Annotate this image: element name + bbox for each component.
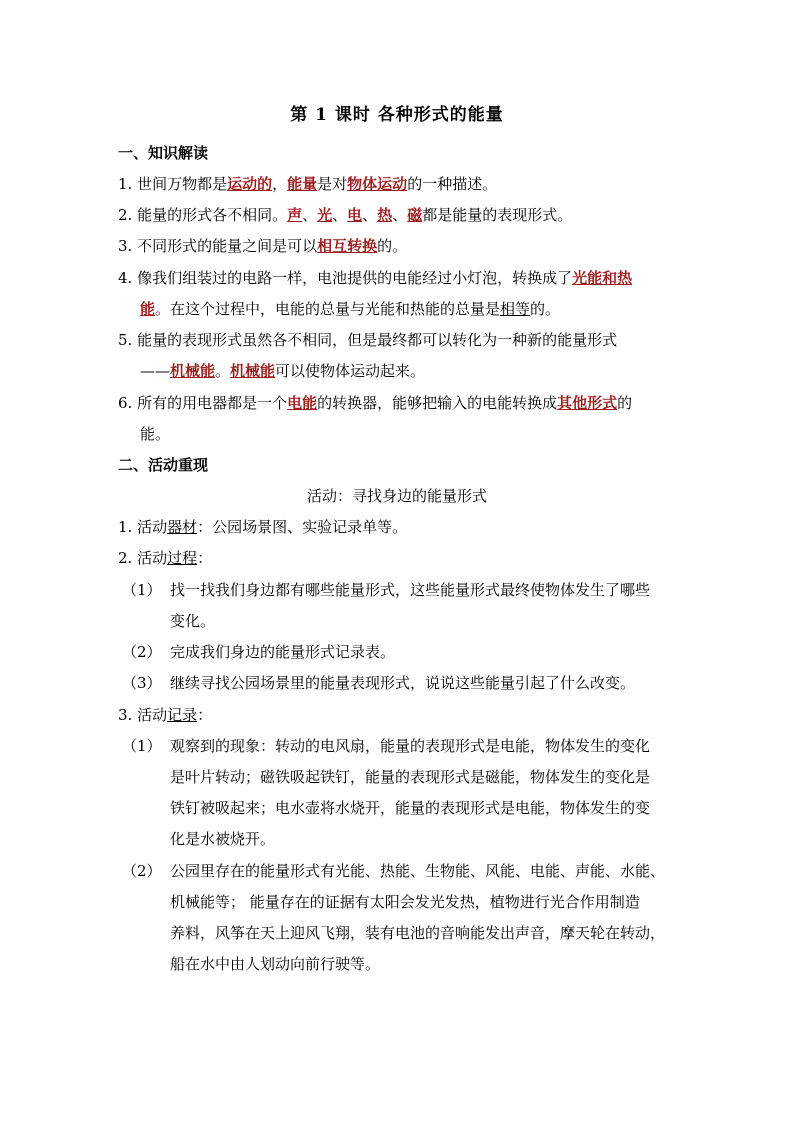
step-text: 继续寻找公园场景里的能量表现形式，说说这些能量引起了什么改变。 [170,674,636,692]
section-heading-activity: 二、活动重现 [118,456,209,474]
keyword: 相互转换 [317,237,378,255]
activity-item-1: 1. 活动器材：公园场景图、实验记录单等。 [118,518,408,536]
knowledge-item-6: 6. 所有的用电器都是一个电能的转换器，能够把输入的电能转换成其他形式的 [118,394,633,412]
page-title: 第 1 课时 各种形式的能量 [290,105,504,125]
record-text: 船在水中由人划动向前行驶等。 [170,955,381,973]
record-text: 公园里存在的能量形式有光能、热能、生物能、风能、电能、声能、水能、 [170,862,666,880]
record-text: 观察到的现象：转动的电风扇，能量的表现形式是电能，物体发生的变化 [170,737,651,755]
keyword: 能 [140,300,156,318]
keyword: 电 [347,206,363,224]
activity-title: 活动：寻找身边的能量形式 [306,487,487,505]
record-number: （2） [122,862,162,880]
record-text: 是叶片转动；磁铁吸起铁钉，能量的表现形式是磁能，物体发生的变化是 [170,768,651,786]
keyword: 相等 [500,300,531,318]
keyword: 光能和热 [572,269,633,287]
keyword: 其他形式 [557,394,618,412]
keyword: 能量 [287,175,318,193]
knowledge-item-6-cont: 能。 [140,425,171,443]
knowledge-item-5-cont: ——机械能。机械能可以使物体运动起来。 [140,362,426,380]
knowledge-item-1: 1. 世间万物都是运动的，能量是对物体运动的一种描述。 [118,175,498,193]
step-number: （2） [122,643,162,661]
knowledge-item-3: 3. 不同形式的能量之间是可以相互转换的。 [118,237,408,255]
keyword: 磁 [407,206,423,224]
step-text: 找一找我们身边都有哪些能量形式，这些能量形式最终使物体发生了哪些 [170,581,651,599]
keyword: 物体运动 [347,175,408,193]
record-text: 机械能等； 能量存在的证据有太阳会发光发热，植物进行光合作用制造 [170,893,640,911]
record-number: （1） [122,737,162,755]
keyword: 运动的 [227,175,273,193]
step-number: （1） [122,581,162,599]
keyword: 光 [317,206,333,224]
knowledge-item-5: 5. 能量的表现形式虽然各不相同，但是最终都可以转化为一种新的能量形式 [118,331,618,349]
keyword: 热 [377,206,393,224]
record-text: 铁钉被吸起来；电水壶将水烧开，能量的表现形式是电能，物体发生的变 [170,799,651,817]
keyword: 机械能 [170,362,216,380]
step-number: （3） [122,674,162,692]
step-text: 变化。 [170,612,216,630]
knowledge-item-4: 4. 像我们组装过的电路一样，电池提供的电能经过小灯泡，转换成了光能和热 [118,269,633,287]
activity-item-3: 3. 活动记录： [118,706,213,724]
knowledge-item-2: 2. 能量的形式各不相同。声、光、电、热、磁都是能量的表现形式。 [118,206,573,224]
knowledge-item-4-cont: 能。在这个过程中，电能的总量与光能和热能的总量是相等的。 [140,300,561,318]
record-text: 养料，风筝在天上迎风飞翔，装有电池的音响能发出声音，摩天轮在转动， [170,924,666,942]
keyword: 声 [287,206,303,224]
activity-item-2: 2. 活动过程： [118,549,213,567]
step-text: 完成我们身边的能量形式记录表。 [170,643,396,661]
section-heading-knowledge: 一、知识解读 [118,144,209,162]
record-text: 化是水被烧开。 [170,830,276,848]
keyword: 电能 [287,394,318,412]
keyword: 机械能 [230,362,276,380]
